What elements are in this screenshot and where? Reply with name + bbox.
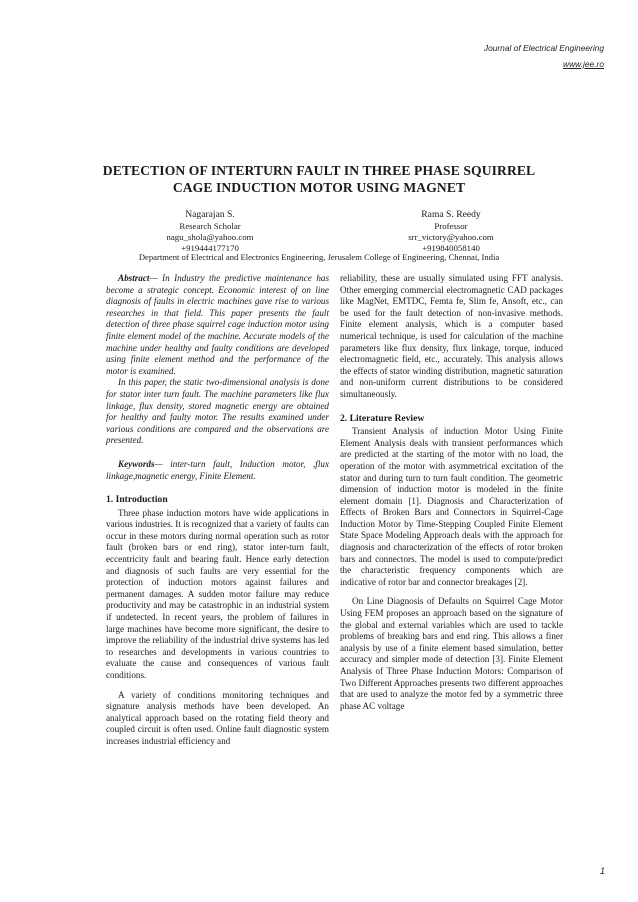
author-phone: +919444177170 bbox=[181, 243, 239, 254]
author-name: Rama S. Reedy bbox=[421, 209, 481, 220]
literature-heading: 2. Literature Review bbox=[340, 412, 425, 424]
affiliation: Department of Electrical and Electronics Engineering, Jerusalem College of Engineering, Chennai, India bbox=[138, 252, 500, 262]
author-email: srr_victory@yahoo.com bbox=[408, 232, 494, 243]
right-column bbox=[340, 273, 563, 712]
keywords bbox=[106, 459, 329, 482]
intro-paragraph-1: Three phase induction motors have wide applications in various industries. It is recognized that a variety of faults can occur in these motors during normal operation such as rotor fault (broken bars or end ring), stator inter-turn fault, eccentricity fault and bearing fault. Hence early detection and diagnosis of such faults are very essential for the protection of induction motors against failures and permanent damages. A sudden motor failure may reduce productivity and may be catastrophic in an industrial system if undetected. In recent years, the problem of failures in large machines have become more significant, the desire to improve the reliability of the industrial drive systems has led to researches and developments in various countries to evaluate the cause and consequences of various fault conditions. bbox=[106, 507, 329, 680]
title-line-1: DETECTION OF INTERTURN FAULT IN THREE PHASE SQUIRREL bbox=[102, 163, 536, 178]
author-email: nagu_shola@yahoo.com bbox=[166, 232, 254, 243]
keywords-label: Keywords bbox=[118, 458, 155, 469]
abstract-paragraph-1 bbox=[106, 273, 329, 377]
author-block-2 bbox=[366, 208, 536, 255]
author-role: Professor bbox=[434, 221, 468, 231]
page-number: 1 bbox=[599, 866, 605, 876]
keywords-text: — inter-turn fault, Induction motor, ,flux linkage,magnetic energy, Finite Element. bbox=[106, 458, 329, 481]
abstract-label: Abstract bbox=[118, 273, 150, 283]
author-role: Research Scholar bbox=[179, 221, 241, 231]
author-name: Nagarajan S. bbox=[185, 209, 235, 220]
journal-header bbox=[484, 40, 604, 72]
journal-url[interactable]: www.jee.ro bbox=[563, 59, 604, 69]
intro-heading: 1. Introduction bbox=[106, 494, 168, 506]
title-line-2: CAGE INDUCTION MOTOR USING MAGNET bbox=[172, 180, 466, 195]
abstract-paragraph-2: In this paper, the static two-dimensional analysis is done for stator inter turn fault. The machine parameters like flux linkage, flux density, stored magnetic energy are obtained for healthy and faulty motor. The results examined under various conditions are compared and the observations are presented. bbox=[106, 377, 329, 446]
continued-paragraph: reliability, these are usually simulated using FFT analysis. Other emerging commercial electromagnetic CAD packages like MagNet, EMTDC, Femta fe, Slim fe, Ansoft, etc., can be used for the fault detection of non-invasive methods. Finite element analysis, which is a computer based numerical technique, is used for calculation of the machine parameters like flux density, flux linkage, torque, induced electromagnetic field, etc., accurately. This analysis allows the effects of stator winding distribution, magnetic saturation and non-uniform current distributions to be considered simultaneously. bbox=[340, 273, 563, 399]
author-phone: +919840058140 bbox=[422, 243, 480, 254]
paper-title bbox=[0, 162, 638, 196]
author-block-1 bbox=[130, 208, 290, 255]
left-column bbox=[106, 273, 329, 748]
literature-paragraph-2: On Line Diagnosis of Defaults on Squirrel Cage Motor Using FEM proposes an approach based on the signature of the global and external variables which are used to tackle problems of breaking bars and end ring. This allows a finer analysis by use of a finite element based simulation, better accuracy and simpler mode of detection [3]. Finite Element Analysis of Three Phase Induction Motors: Comparison of Two Different Approaches presents two different approaches that are used to analyze the motor fed by a symmetric three phase AC voltage bbox=[340, 596, 563, 711]
journal-name: Journal of Electrical Engineering bbox=[483, 43, 604, 53]
intro-paragraph-2: A variety of conditions monitoring techniques and signature analysis methods have been developed. An analytical approach based on the rotating field theory and coupled circuit is often used. Online fault diagnostic system increases industrial efficiency and bbox=[106, 689, 329, 746]
abstract-text-1: — In Industry the predictive maintenance has become a strategic concept. Economic interest of on line diagnosis of faults in electric machines gave rise to various researches in that field. This paper presents the fault detection of three phase squirrel cage induction motor using finite element model of the machine. Accurate models of the machine under healthy and faulty conditions are developed using finite element method and the performance of the motor is examined. bbox=[106, 273, 329, 376]
literature-paragraph-1: Transient Analysis of induction Motor Using Finite Element Analysis deals with transient performances which are predicted at the starting of the motor with no load, the operation of the motor with asymmetrical excitation of the stator and during turn to turn fault condition. The geometric dimension of induction motor is modeled in the finite element domain [1]. Diagnosis and Characterization of Effects of Broken Bars and Connectors in Squirrel-Cage Induction Motor by Time-Stepping Coupled Finite Element State Space Modeling Approach deals with the approach for diagnosis and characterization of the effects of rotor broken bars and connectors. The model is used to compute/predict the characteristic frequency components which are indicative of rotor bar and connector breakages [2]. bbox=[340, 426, 563, 587]
